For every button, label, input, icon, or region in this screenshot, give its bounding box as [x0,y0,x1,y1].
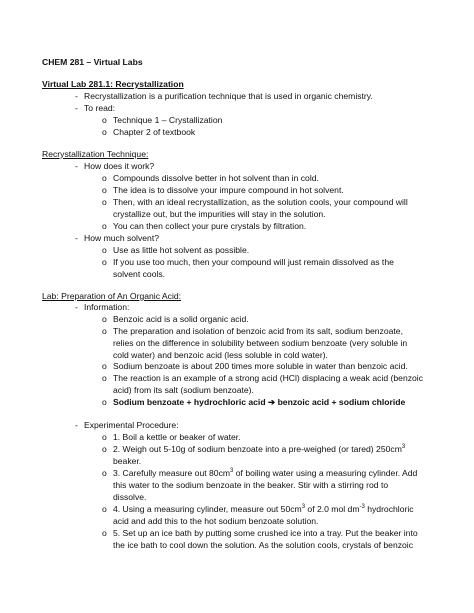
intro-item: Recrystallization is a purification technique that is used in organic chemistry. [84,91,373,101]
circle-bullet-icon: o [102,173,107,183]
procedure-step [113,468,417,479]
dash-marker: - [75,420,78,430]
question-item: How much solvent? [84,233,159,243]
answer-item-continued: crystallize out, but the impurities will stay in the solution. [113,209,326,219]
dash-marker: - [75,161,78,171]
info-item-continued: acid) from its salt (sodium benzoate). [113,385,254,395]
procedure-text: of 2.0 mol dm [305,504,360,514]
procedure-step-continued: acid and add this to the hot sodium benzoate solution. [113,516,319,526]
circle-bullet-icon: o [102,257,107,267]
circle-bullet-icon: o [102,185,107,195]
lab-heading: Virtual Lab 281.1: Recrystallization [42,79,184,89]
procedure-text: 2. Weigh out 5-10g of sodium benzoate into a pre-weighed (or tared) 250cm [113,444,402,454]
procedure-step: 1. Boil a kettle or beaker of water. [113,432,241,442]
superscript: -3 [359,504,365,511]
superscript: 3 [401,444,406,451]
answer-item: Use as little hot solvent as possible. [113,245,250,255]
procedure-text: 4. Using a measuring cylinder, measure out 50cm [113,504,302,514]
info-item: Sodium benzoate is about 200 times more soluble in water than benzoic acid. [113,361,408,371]
circle-bullet-icon: o [102,373,107,383]
procedure-label: Experimental Procedure: [84,420,179,430]
reading-item: Technique 1 – Crystallization [113,115,223,125]
procedure-step-continued: dissolve. [113,492,147,502]
answer-item: Then, with an ideal recrystallization, as the solution cools, your compound will [113,197,408,207]
info-item: The preparation and isolation of benzoic acid from its salt, sodium benzoate, [113,326,403,336]
procedure-step-continued: beaker. [113,456,142,466]
document-title: CHEM 281 – Virtual Labs [42,57,143,67]
info-item-continued: relies on the difference in solubility between sodium benzoate (very soluble in [113,338,408,348]
answer-item: The idea is to dissolve your impure compound in hot solvent. [113,185,344,195]
info-item-continued: cold water) and benzoic acid (less soluble in cold water). [113,350,328,360]
dash-marker: - [75,91,78,101]
answer-item: You can then collect your pure crystals by filtration. [113,221,307,231]
equation-reactants: Sodium benzoate + hydrochloric acid [113,397,266,407]
circle-bullet-icon: o [102,221,107,231]
circle-bullet-icon: o [102,361,107,371]
circle-bullet-icon: o [102,197,107,207]
circle-bullet-icon: o [102,314,107,324]
procedure-step [113,444,405,455]
answer-item: If you use too much, then your compound will just remain dissolved as the [113,257,394,267]
answer-item-continued: solvent cools. [113,269,166,279]
equation-products: benzoic acid + sodium chloride [277,397,406,407]
procedure-step-continued: this water to the sodium benzoate in the beaker. Stir with a stirring rod to [113,480,389,490]
circle-bullet-icon: o [102,504,107,514]
circle-bullet-icon: o [102,432,107,442]
dash-marker: - [75,103,78,113]
procedure-step [113,504,414,515]
circle-bullet-icon: o [102,468,107,478]
superscript: 3 [301,504,306,511]
info-item: Benzoic acid is a solid organic acid. [113,314,249,324]
circle-bullet-icon: o [102,127,107,137]
procedure-text: hydrochloric [364,504,414,514]
technique-heading: Recrystallization Technique: [42,149,149,159]
reaction-equation [113,397,405,408]
circle-bullet-icon: o [102,245,107,255]
circle-bullet-icon: o [102,326,107,336]
info-item: The reaction is an example of a strong acid (HCl) displacing a weak acid (benzoic [113,373,424,383]
acid-lab-heading: Lab: Preparation of An Organic Acid: [42,291,182,301]
reaction-arrow-icon: ➔ [267,397,276,407]
circle-bullet-icon: o [102,444,107,454]
reading-item: Chapter 2 of textbook [113,127,196,137]
procedure-text: of boiling water using a measuring cylinder. Add [233,468,418,478]
circle-bullet-icon: o [102,528,107,538]
information-label: Information: [84,302,130,312]
dash-marker: - [75,302,78,312]
circle-bullet-icon: o [102,115,107,125]
procedure-text: 3. Carefully measure out 80cm [113,468,231,478]
answer-item: Compounds dissolve better in hot solvent than in cold. [113,173,319,183]
circle-bullet-icon: o [102,397,107,407]
procedure-step-continued: the ice bath to cool down the solution. As the solution cools, crystals of benzoic [113,540,414,550]
question-item: How does it work? [84,161,155,171]
intro-item: To read: [84,103,116,113]
superscript: 3 [230,468,234,475]
dash-marker: - [75,233,78,243]
procedure-step: 5. Set up an ice bath by putting some crushed ice into a tray. Put the beaker into [113,528,418,538]
